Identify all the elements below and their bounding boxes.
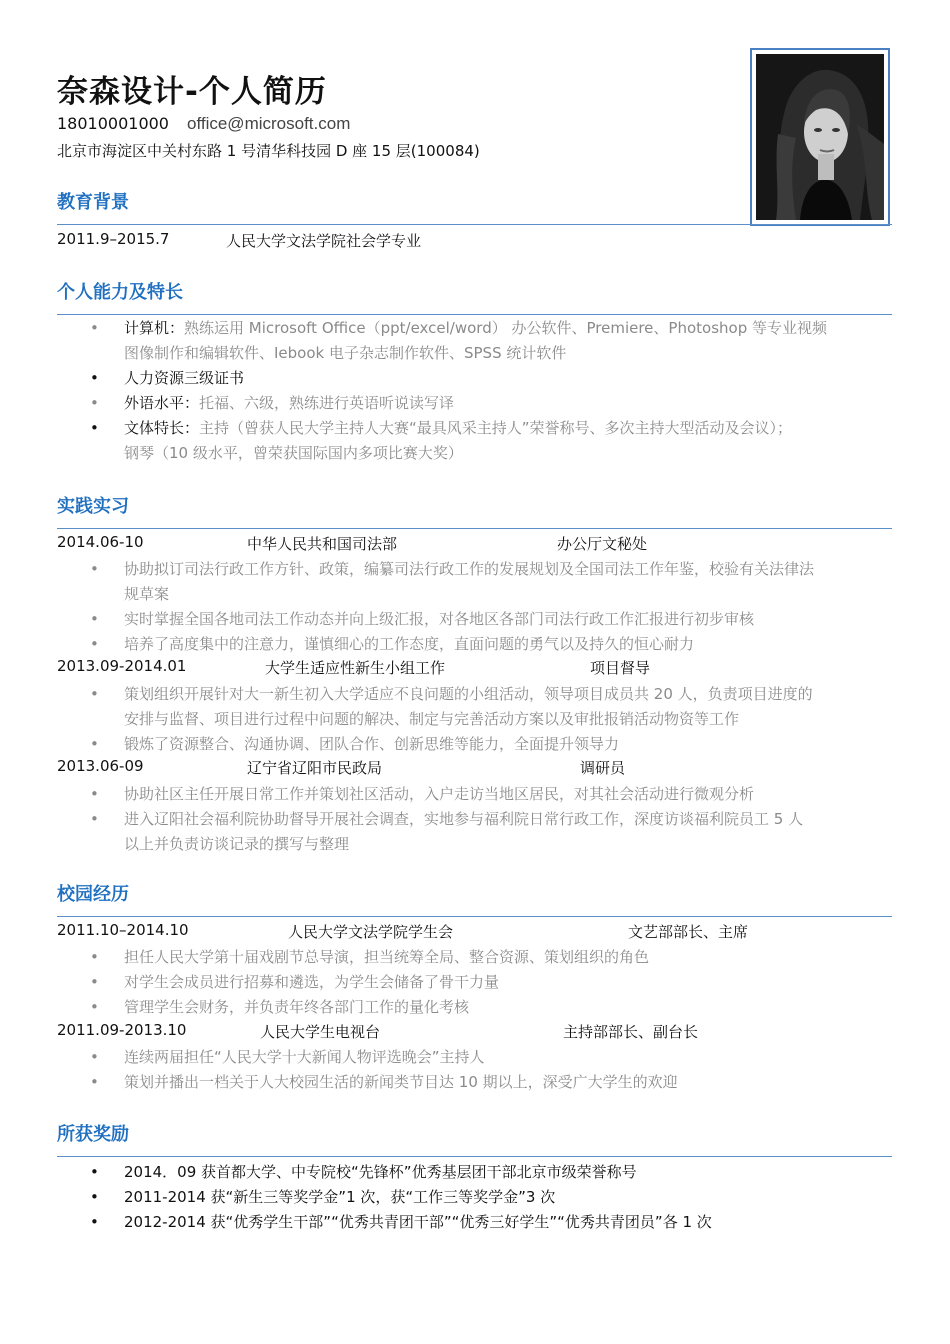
address: 北京市海淀区中关村东路 1 号清华科技园 D 座 15 层(100084): [57, 142, 480, 160]
phone-number: 18010001000: [57, 114, 169, 133]
practice-date: 2013.09-2014.01: [57, 657, 187, 675]
section-divider: [57, 528, 892, 529]
bullet: •: [90, 635, 99, 653]
practice-date: 2014.06-10: [57, 533, 144, 551]
portrait-image: [756, 54, 884, 220]
bullet: •: [90, 735, 99, 753]
resume-title: 奈森设计-个人简历: [57, 74, 327, 110]
practice-org: 大学生适应性新生小组工作: [265, 659, 446, 677]
bullet-text: 连续两届担任“人民大学十大新闻人物评选晚会”主持人: [124, 1048, 485, 1066]
practice-date: 2013.06-09: [57, 757, 144, 775]
bullet-text-cont: 规草案: [124, 585, 170, 603]
bullet: •: [90, 998, 99, 1016]
profile-photo: [750, 48, 890, 226]
practice-role: 办公厅文秘处: [557, 535, 648, 553]
bullet-text: 协助拟订司法行政工作方针、政策，编纂司法行政工作的发展规划及全国司法工作年鉴，校验有关法律法: [124, 560, 815, 578]
bullet: •: [90, 560, 99, 578]
section-divider: [57, 916, 892, 917]
education-school: 人民大学文法学院社会学专业: [226, 232, 422, 250]
skill-text: 托福、六级，熟练进行英语听说读写译: [199, 394, 455, 412]
skill-text: 熟练运用 Microsoft Office（ppt/excel/word） 办公软件、Premiere、Photoshop 等专业视频: [184, 319, 827, 337]
skill-label: 计算机：: [124, 319, 185, 337]
section-title-awards: 所获奖励: [57, 1124, 129, 1145]
bullet: •: [90, 419, 99, 437]
bullet-text: 实时掌握全国各地司法工作动态并向上级汇报，对各地区各部门司法行政工作汇报进行初步审核: [124, 610, 755, 628]
bullet: •: [90, 948, 99, 966]
section-title-practice: 实践实习: [57, 496, 129, 517]
bullet: •: [90, 785, 99, 803]
bullet-text: 协助社区主任开展日常工作并策划社区活动，入户走访当地区居民，对其社会活动进行微观分析: [124, 785, 755, 803]
campus-org: 人民大学生电视台: [260, 1023, 381, 1041]
campus-role: 主持部部长、副台长: [563, 1023, 699, 1041]
skill-label: 人力资源三级证书: [124, 369, 245, 387]
bullet: •: [90, 810, 99, 828]
bullet-text: 培养了高度集中的注意力，谨慎细心的工作态度，直面问题的勇气以及持久的恒心耐力: [124, 635, 695, 653]
campus-org: 人民大学文法学院学生会: [288, 923, 454, 941]
skill-text-cont: 图像制作和编辑软件、Iebook 电子杂志制作软件、SPSS 统计软件: [124, 344, 567, 362]
section-title-campus: 校园经历: [57, 884, 129, 905]
bullet: •: [90, 1213, 99, 1231]
bullet: •: [90, 1163, 99, 1181]
skill-text: 主持（曾获人民大学主持人大赛“最具风采主持人”荣誉称号、多次主持大型活动及会议）；: [199, 419, 793, 437]
bullet-text: 担任人民大学第十届戏剧节总导演，担当统筹全局、整合资源、策划组织的角色: [124, 948, 650, 966]
bullet: •: [90, 369, 99, 387]
bullet: •: [90, 685, 99, 703]
award-text: 2012-2014 获“优秀学生干部”“优秀共青团干部”“优秀三好学生”“优秀共青团员”各 1 次: [124, 1213, 712, 1231]
skill-label: 文体特长：: [124, 419, 200, 437]
practice-role: 项目督导: [590, 659, 651, 677]
bullet: •: [90, 1073, 99, 1091]
bullet: •: [90, 610, 99, 628]
award-text: 2011-2014 获“新生三等奖学金”1 次，获“工作三等奖学金”3 次: [124, 1188, 556, 1206]
bullet-text: 对学生会成员进行招募和遴选，为学生会储备了骨干力量: [124, 973, 500, 991]
bullet-text: 策划组织开展针对大一新生初入大学适应不良问题的小组活动，领导项目成员共 20 人，负责项目进度的: [124, 685, 813, 703]
section-title-education: 教育背景: [57, 192, 129, 213]
skill-text-cont: 钢琴（10 级水平，曾荣获国际国内多项比赛大奖）: [124, 444, 463, 462]
bullet-text-cont: 以上并负责访谈记录的撰写与整理: [124, 835, 350, 853]
bullet: •: [90, 319, 99, 337]
contact-line: [57, 114, 350, 134]
skill-label: 外语水平：: [124, 394, 200, 412]
bullet: •: [90, 394, 99, 412]
bullet-text: 策划并播出一档关于人大校园生活的新闻类节目达 10 期以上，深受广大学生的欢迎: [124, 1073, 678, 1091]
campus-role: 文艺部部长、主席: [628, 923, 749, 941]
section-divider: [57, 224, 892, 225]
section-divider: [57, 1156, 892, 1157]
practice-org: 辽宁省辽阳市民政局: [247, 759, 383, 777]
bullet-text: 进入辽阳社会福利院协助督导开展社会调查，实地参与福利院日常行政工作，深度访谈福利院员工 5 人: [124, 810, 804, 828]
bullet-text-cont: 安排与监督、项目进行过程中问题的解决、制定与完善活动方案以及审批报销活动物资等工作: [124, 710, 740, 728]
award-text: 2014．09 获首都大学、中专院校“先锋杯”优秀基层团干部北京市级荣誉称号: [124, 1163, 637, 1181]
practice-org: 中华人民共和国司法部: [247, 535, 398, 553]
campus-date: 2011.10–2014.10: [57, 921, 189, 939]
email-address: office@microsoft.com: [186, 114, 351, 133]
bullet: •: [90, 1048, 99, 1066]
bullet-text: 锻炼了资源整合、沟通协调、团队合作、创新思维等能力，全面提升领导力: [124, 735, 620, 753]
bullet: •: [90, 973, 99, 991]
section-divider: [57, 314, 892, 315]
campus-date: 2011.09-2013.10: [57, 1021, 187, 1039]
section-title-skills: 个人能力及特长: [57, 282, 183, 303]
bullet-text: 管理学生会财务，并负责年终各部门工作的量化考核: [124, 998, 470, 1016]
bullet: •: [90, 1188, 99, 1206]
education-date: 2011.9–2015.7: [57, 230, 170, 248]
practice-role: 调研员: [580, 759, 626, 777]
